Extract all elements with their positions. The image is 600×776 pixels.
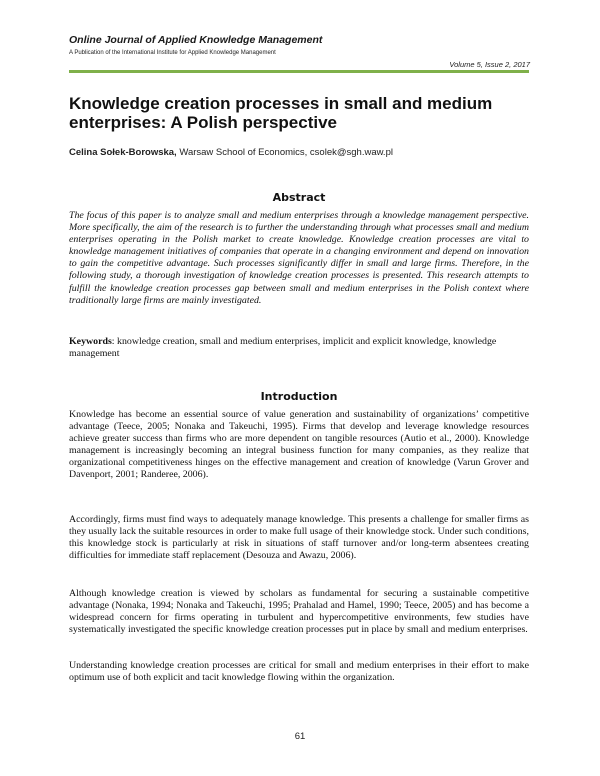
intro-paragraph-1: Knowledge has become an essential source of value generation and sustainability of organizations’ competitive advantage (Teece, 2005; Nonaka and Takeuchi, 1995). Firms that develop and leverage knowledge resources achieve greater success than firms who are more dependent on tangible resources (Autio et al., 2000). Knowledge management is increasingly becoming an integral business function for many companies, as they realize that organizational competitiveness hinges on the effective management and creation of knowledge (Varun Grover and Davenport, 2001; Randeree, 2006). — [69, 409, 529, 481]
author-name: Celina Sołek-Borowska, — [69, 147, 177, 158]
intro-paragraph-3: Although knowledge creation is viewed by scholars as fundamental for securing a sustainable competitive advantage (Nonaka, 1994; Nonaka and Takeuchi, 1995; Prahalad and Hamel, 1990; Teece, 2005) and has become a widespread concern for firms operating in turbulent and hypercompetitive environments, few studies have systematically investigated the specific knowledge creation processes put in place by small and medium enterprises. — [69, 588, 529, 636]
keywords-label: Keywords — [69, 336, 112, 347]
journal-title: Online Journal of Applied Knowledge Management — [69, 34, 323, 46]
abstract-heading: Abstract — [272, 191, 326, 204]
header-rule — [69, 70, 529, 73]
abstract-text: The focus of this paper is to analyze small and medium enterprises through a knowledge management perspective. More specifically, the aim of the research is to further the understanding through what processes small and medium enterprises operating in the Polish market to create knowledge. Knowledge creation processes are vital to knowledge management initiatives of companies that operate in a changing environment and depend on innovation to gain the competitive advantage. Such processes significantly differ in small and large firms. Therefore, in the following study, a thorough investigation of knowledge creation processes is presented. This research attempts to fulfill the knowledge creation processes gap between small and medium enterprises in the Polish context where traditionally large firms are mainly investigated. — [69, 210, 529, 306]
keywords — [69, 336, 529, 360]
author-affiliation: Warsaw School of Economics, csolek@sgh.waw.pl — [176, 147, 393, 158]
introduction-heading: Introduction — [260, 390, 338, 403]
page-number: 61 — [294, 731, 306, 742]
intro-paragraph-2: Accordingly, firms must find ways to adequately manage knowledge. This presents a challenge for smaller firms as they usually lack the suitable resources in order to make full usage of their knowledge stock. Under such conditions, this knowledge stock is particularly at risk in situations of staff turnover and/or long-term absentees creating difficulties for immediate staff replacement (Desouza and Awazu, 2006). — [69, 514, 529, 562]
author-line — [69, 147, 393, 158]
intro-paragraph-4: Understanding knowledge creation processes are critical for small and medium enterprises in their effort to make optimum use of both explicit and tacit knowledge flowing within the organization. — [69, 660, 529, 684]
paper-title: Knowledge creation processes in small and medium enterprises: A Polish perspective — [69, 94, 493, 132]
keywords-text: : knowledge creation, small and medium enterprises, implicit and explicit knowledge, knowledge management — [69, 336, 497, 360]
publication-note: A Publication of the International Institute for Applied Knowledge Management — [69, 50, 276, 56]
volume-issue: Volume 5, Issue 2, 2017 — [449, 60, 530, 69]
